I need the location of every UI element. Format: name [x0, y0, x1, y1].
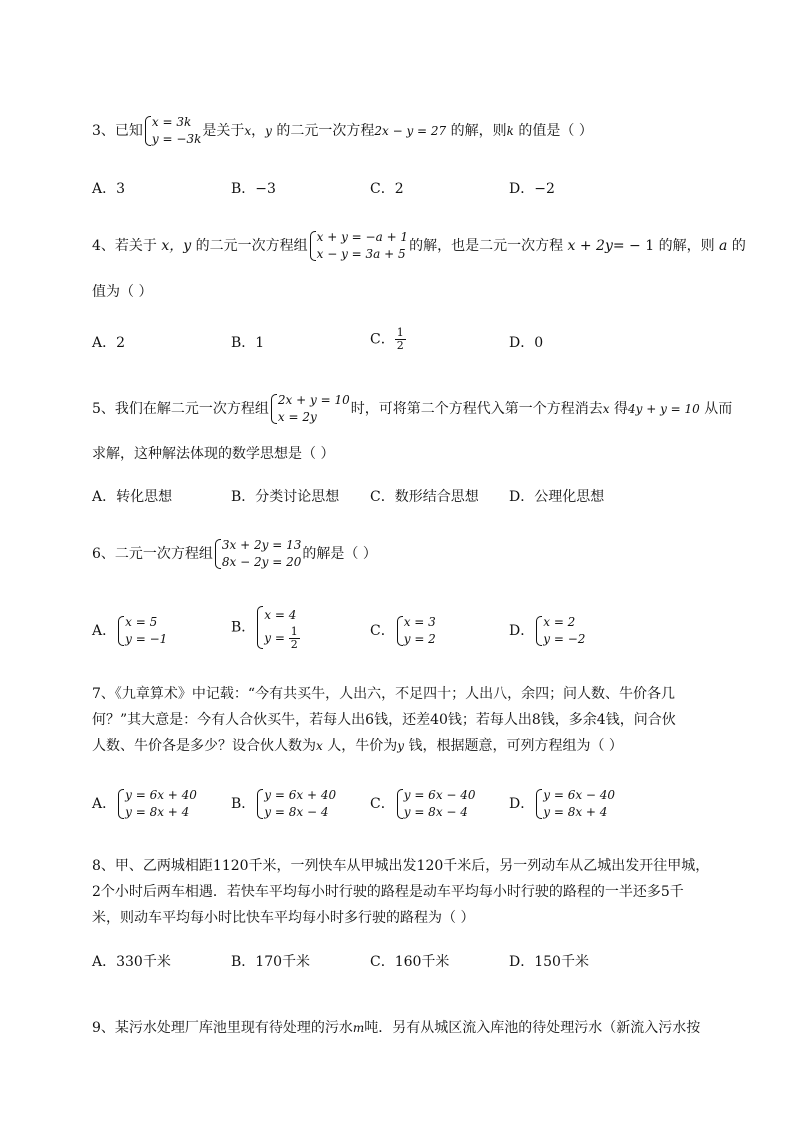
q4-stem-line1: [92, 229, 746, 263]
q7-option-a-system: [117, 787, 197, 821]
q3-system-row-1: x = 3k: [151, 115, 192, 129]
q7-option-d-label: D．: [509, 796, 535, 812]
q9-text-2: 吨．另有从城区流入库池的待处理污水（新流入污水按: [364, 1020, 701, 1036]
q7-a-row-1: y = 6x + 40: [125, 788, 197, 802]
q7-b-row-2: y = 8x − 4: [264, 805, 329, 819]
q5-text-3: 得: [609, 401, 628, 417]
q3-text-1: 是关于: [202, 123, 245, 139]
q4-system-row-2: x − y = 3a + 5: [316, 247, 406, 261]
q6-option-a-label: A．: [92, 623, 117, 639]
q5-option-b[interactable]: B．分类讨论思想: [231, 489, 340, 505]
q4-text-2: 的二元一次方程组: [191, 238, 308, 254]
q5-system-row-1: 2x + y = 10: [277, 393, 350, 407]
q6-option-c[interactable]: [370, 614, 437, 648]
q8-option-d[interactable]: D．150千米: [509, 954, 589, 970]
fraction-denominator: 2: [396, 339, 404, 352]
q6-d-row-2: y = −2: [543, 632, 586, 646]
q6-option-c-label: C．: [370, 623, 395, 639]
q4-option-b[interactable]: B．1: [231, 335, 265, 351]
q6-option-d-system: [535, 614, 585, 648]
q6-text-1: 6、二元一次方程组: [92, 546, 213, 562]
q4-stem-line2: 值为（ ）: [92, 284, 153, 300]
q3-text-3: 的解，则: [446, 123, 507, 139]
q6-option-d[interactable]: [509, 614, 586, 648]
q3-equation: 2x − y = 27: [374, 124, 447, 138]
q6-c-row-2: y = 2: [403, 632, 436, 646]
q7-option-b-system: [256, 787, 336, 821]
q5-stem-line1: [92, 392, 732, 426]
q8-stem-line3: 米，则动车平均每小时比快车平均每小时多行驶的路程为（ ）: [92, 910, 475, 926]
q3-number: 3、已知: [92, 123, 143, 139]
q7-text-3: 钱，根据题意，可列方程组为（ ）: [404, 738, 623, 754]
q4-equation-tail: = − 1 的解，则: [612, 238, 720, 254]
q3-var-k: k: [506, 124, 514, 138]
q5-option-c[interactable]: C．数形结合思想: [370, 489, 479, 505]
q6-d-row-1: x = 2: [543, 615, 576, 629]
q6-option-b[interactable]: [231, 604, 301, 651]
q4-text-tail: 的: [727, 238, 746, 254]
q3-sep: ，: [251, 123, 266, 139]
q6-system: [214, 537, 301, 571]
q3-option-d[interactable]: D．−2: [509, 181, 555, 197]
q4-option-c-label: C．: [370, 331, 395, 348]
q7-a-row-2: y = 8x + 4: [125, 805, 190, 819]
q4-option-c-fraction: [395, 327, 406, 352]
fraction-numerator: 1: [396, 326, 404, 339]
fraction-numerator: 1: [290, 625, 298, 638]
q8-option-c[interactable]: C．160千米: [370, 954, 450, 970]
q7-stem-line3: [92, 737, 623, 755]
q4-system: [309, 229, 408, 263]
q8-option-b[interactable]: B．170千米: [231, 954, 311, 970]
q6-text-tail: 的解是（ ）: [302, 546, 377, 562]
q6-option-b-system: [256, 604, 299, 651]
q6-c-row-1: x = 3: [403, 615, 436, 629]
q8-option-a[interactable]: A．330千米: [92, 954, 171, 970]
q4-text-3: 的解，也是二元一次方程: [409, 238, 568, 254]
q7-option-d[interactable]: [509, 787, 616, 821]
q5-text-1: 5、我们在解二元一次方程组: [92, 401, 269, 417]
q9-var-m: m: [352, 1021, 365, 1035]
q7-option-a-label: A．: [92, 796, 117, 812]
q3-system: [144, 114, 201, 148]
q3-var-y: y: [265, 124, 272, 138]
q7-text-2: 人，牛价为: [322, 738, 398, 754]
q7-option-c-label: C．: [370, 796, 395, 812]
q7-option-c-system: [396, 787, 476, 821]
q4-option-d[interactable]: D．0: [509, 335, 544, 351]
q5-option-d[interactable]: D．公理化思想: [509, 489, 605, 505]
q7-var-x: x: [316, 739, 323, 753]
q7-option-b[interactable]: [231, 787, 337, 821]
q3-option-c[interactable]: C．2: [370, 181, 404, 197]
q3-stem: [92, 114, 593, 148]
q4-equation: x + 2y: [567, 238, 613, 254]
q5-text-tail: 从而: [699, 401, 733, 417]
q6-option-a-system: [117, 614, 167, 648]
q4-vars: x，y: [161, 238, 192, 254]
q7-c-row-2: y = 8x − 4: [403, 805, 468, 819]
q6-option-d-label: D．: [509, 623, 535, 639]
q4-option-a[interactable]: A．2: [92, 335, 126, 351]
q3-text-2: 的二元一次方程: [271, 123, 375, 139]
q6-b-fraction: [289, 626, 300, 651]
q4-text-1: 4、若关于: [92, 238, 162, 254]
q3-option-a[interactable]: A．3: [92, 181, 126, 197]
q7-option-a[interactable]: [92, 787, 198, 821]
q7-text-1: 人数、牛价各是多少？设合伙人数为: [92, 738, 316, 754]
fraction-denominator: 2: [290, 638, 298, 651]
q8-stem-line1: 8、甲、乙两城相距1120千米，一列快车从甲城出发120千米后，另一列动车从乙城出发开往甲城，: [92, 858, 710, 874]
q6-b-row-2: [264, 626, 299, 651]
q3-text-tail: 的值是（ ）: [513, 123, 593, 139]
q7-b-row-1: y = 6x + 40: [264, 788, 337, 802]
q5-system: [270, 392, 350, 426]
q4-system-row-1: x + y = −a + 1: [316, 230, 409, 244]
q6-b-row-1: x = 4: [264, 608, 297, 622]
q7-option-c[interactable]: [370, 787, 477, 821]
q5-var-x: x: [602, 402, 610, 416]
q5-equation: 4y + y = 10: [627, 402, 700, 416]
q5-text-2: 时，可将第二个方程代入第一个方程消去: [350, 401, 603, 417]
q6-a-row-1: x = 5: [125, 615, 158, 629]
q4-option-c[interactable]: [370, 327, 406, 352]
q7-c-row-1: y = 6x − 40: [403, 788, 476, 802]
q6-option-b-label: B．: [231, 619, 256, 636]
q4-var-a: a: [719, 238, 728, 254]
q7-d-row-2: y = 8x + 4: [543, 805, 608, 819]
q7-stem-line1: 7、《九章算术》中记载：“今有共买牛，人出六，不足四十；人出八，余四；问人数、牛价各几: [92, 686, 676, 702]
q9-stem-line1: [92, 1019, 700, 1037]
q7-var-y: y: [397, 739, 405, 753]
q5-stem-line2: 求解，这种解法体现的数学思想是（ ）: [92, 446, 335, 462]
q6-a-row-2: y = −1: [125, 632, 168, 646]
q3-system-row-2: y = −3k: [151, 132, 202, 146]
q7-option-b-label: B．: [231, 796, 256, 812]
q6-b-row-2-lhs: y =: [264, 631, 289, 645]
q6-system-row-1: 3x + 2y = 13: [221, 538, 302, 552]
q7-stem-line2: 何？”其大意是：今有人合伙买牛，若每人出6钱，还差40钱；若每人出8钱，多余4钱，问合伙: [92, 712, 676, 728]
q9-text-1: 9、某污水处理厂库池里现有待处理的污水: [92, 1020, 353, 1036]
q8-stem-line2: 2个小时后两车相遇．若快车平均每小时行驶的路程是动车平均每小时行驶的路程的一半还多5千: [92, 884, 684, 900]
q6-option-a[interactable]: [92, 614, 168, 648]
q5-option-a[interactable]: A．转化思想: [92, 489, 173, 505]
q6-option-c-system: [396, 614, 436, 648]
q3-option-b[interactable]: B．−3: [231, 181, 276, 197]
q7-option-d-system: [535, 787, 615, 821]
q6-stem: [92, 537, 377, 571]
q5-system-row-2: x = 2y: [277, 410, 317, 424]
q6-system-row-2: 8x − 2y = 20: [221, 555, 302, 569]
q3-var-x: x: [244, 124, 252, 138]
q7-d-row-1: y = 6x − 40: [543, 788, 616, 802]
